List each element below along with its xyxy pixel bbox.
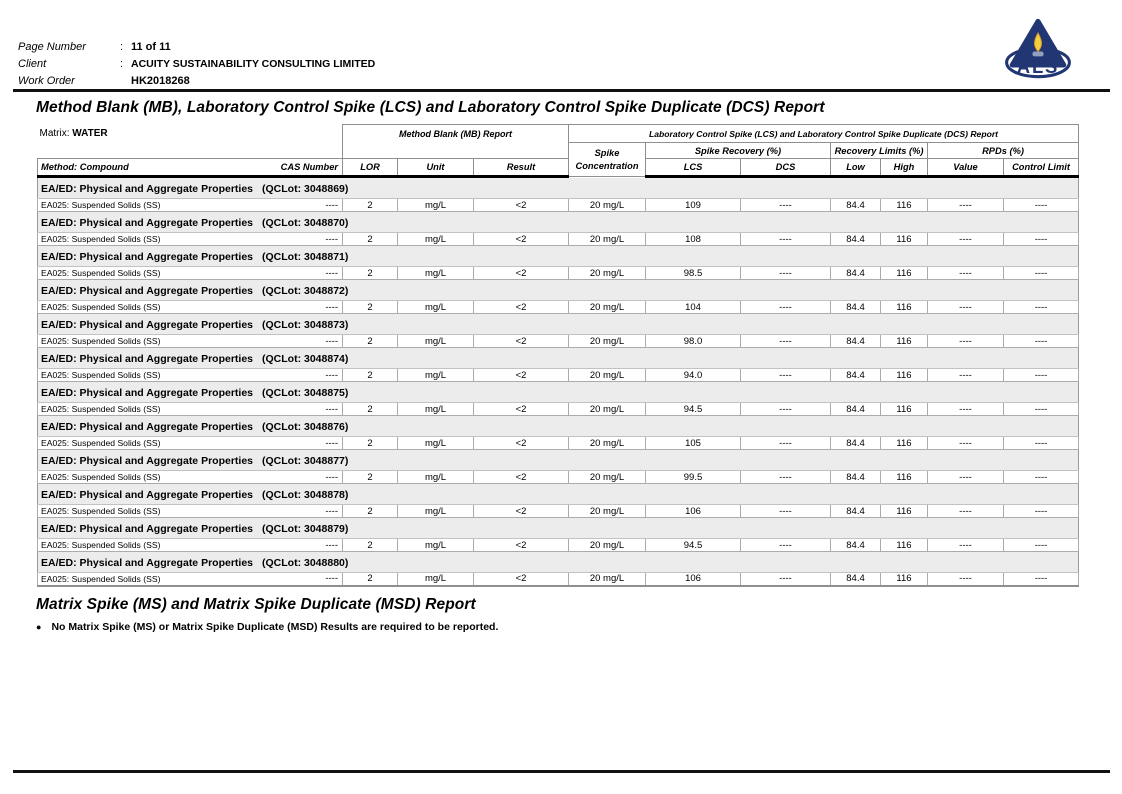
recovery-low-value: 84.4 <box>831 437 881 450</box>
qc-data-row <box>38 199 1079 212</box>
cas-number-value: ---- <box>325 539 338 551</box>
rpd-control-limit-value: ---- <box>1004 301 1079 314</box>
result-value: <2 <box>474 199 569 212</box>
recovery-high-value: 116 <box>881 437 928 450</box>
unit-value: mg/L <box>398 403 474 416</box>
rpd-value: ---- <box>928 539 1004 552</box>
lor-value: 2 <box>343 267 398 280</box>
control-limit-header: Control Limit <box>1004 159 1079 177</box>
qc-data-row <box>38 437 1079 450</box>
result-header: Result <box>474 159 569 177</box>
lcs-value: 106 <box>646 573 741 586</box>
rpds-span-header: RPDs (%) <box>928 143 1079 159</box>
lcs-value: 108 <box>646 233 741 246</box>
qc-group-header-row <box>38 382 1079 403</box>
page-number-row <box>18 38 375 55</box>
recovery-high-value: 116 <box>881 471 928 484</box>
dcs-value: ---- <box>741 199 831 212</box>
compound-cas-header-cell <box>38 159 343 177</box>
compound-name: EA025: Suspended Solids (SS) <box>41 336 161 346</box>
rpd-value: ---- <box>928 369 1004 382</box>
work-order-value: HK2018268 <box>131 74 190 87</box>
rpd-value: ---- <box>928 301 1004 314</box>
page-number-value: 11 of 11 <box>131 40 171 53</box>
rpd-value: ---- <box>928 199 1004 212</box>
compound-name: EA025: Suspended Solids (SS) <box>41 234 161 244</box>
client-colon: : <box>120 57 124 70</box>
compound-name: EA025: Suspended Solids (SS) <box>41 573 161 584</box>
qc-group-header-row <box>38 212 1079 233</box>
recovery-high-value: 116 <box>881 505 928 518</box>
cas-number-value: ---- <box>325 573 338 585</box>
rpd-control-limit-value: ---- <box>1004 369 1079 382</box>
spike-concentration-line1: Spike <box>594 147 620 158</box>
qc-data-row <box>38 573 1079 586</box>
lcs-value: 109 <box>646 199 741 212</box>
qc-table-body <box>38 177 1079 586</box>
recovery-limits-span-header: Recovery Limits (%) <box>831 143 928 159</box>
qc-data-row <box>38 335 1079 348</box>
client-value: ACUITY SUSTAINABILITY CONSULTING LIMITED <box>131 57 376 70</box>
low-header: Low <box>831 159 881 177</box>
result-value: <2 <box>474 301 569 314</box>
qc-group-qclot: (QCLot: 3048873) <box>262 319 349 331</box>
bullet-icon: ● <box>36 622 42 632</box>
dcs-header: DCS <box>741 159 831 177</box>
method-compound-header: Method: Compound <box>41 161 129 172</box>
qc-group-header-cell <box>38 246 1079 267</box>
rpd-value: ---- <box>928 437 1004 450</box>
qc-group-header-row <box>38 518 1079 539</box>
spike-recovery-span-header: Spike Recovery (%) <box>646 143 831 159</box>
matrix-value: WATER <box>72 127 108 139</box>
qc-group-qclot: (QCLot: 3048877) <box>262 455 349 467</box>
cas-number-value: ---- <box>325 437 338 449</box>
spike-concentration-value: 20 mg/L <box>569 471 646 484</box>
recovery-high-value: 116 <box>881 267 928 280</box>
rpd-control-limit-value: ---- <box>1004 573 1079 586</box>
lcs-header: LCS <box>646 159 741 177</box>
recovery-low-value: 84.4 <box>831 233 881 246</box>
logo-text: ALS <box>1016 56 1060 77</box>
unit-value: mg/L <box>398 199 474 212</box>
lcs-value: 94.5 <box>646 403 741 416</box>
qc-group-category: EA/ED: Physical and Aggregate Properties <box>41 217 254 229</box>
qc-group-qclot: (QCLot: 3048870) <box>262 217 349 229</box>
cas-number-value: ---- <box>325 403 338 415</box>
spike-concentration-header <box>569 143 646 177</box>
qc-group-header-cell <box>38 382 1079 403</box>
compound-cell <box>38 301 343 314</box>
als-logo-graphic <box>998 10 1078 88</box>
dcs-value: ---- <box>741 437 831 450</box>
compound-name: EA025: Suspended Solids (SS) <box>41 506 161 516</box>
unit-header: Unit <box>398 159 474 177</box>
recovery-high-value: 116 <box>881 539 928 552</box>
spike-concentration-value: 20 mg/L <box>569 267 646 280</box>
result-value: <2 <box>474 267 569 280</box>
qc-group-header-cell <box>38 416 1079 437</box>
compound-cell <box>38 437 343 450</box>
cas-number-value: ---- <box>325 199 338 211</box>
rpd-value: ---- <box>928 505 1004 518</box>
result-value: <2 <box>474 539 569 552</box>
rpd-control-limit-value: ---- <box>1004 199 1079 212</box>
qc-group-qclot: (QCLot: 3048869) <box>262 183 349 195</box>
lor-header: LOR <box>343 159 398 177</box>
compound-cell <box>38 573 343 586</box>
compound-cell <box>38 505 343 518</box>
unit-value: mg/L <box>398 471 474 484</box>
rpd-value: ---- <box>928 233 1004 246</box>
qc-report-table <box>37 124 1079 587</box>
spike-concentration-value: 20 mg/L <box>569 301 646 314</box>
lcs-value: 106 <box>646 505 741 518</box>
qc-data-row <box>38 233 1079 246</box>
qc-group-header-row <box>38 280 1079 301</box>
spike-concentration-value: 20 mg/L <box>569 505 646 518</box>
rpd-control-limit-value: ---- <box>1004 539 1079 552</box>
recovery-low-value: 84.4 <box>831 301 881 314</box>
unit-value: mg/L <box>398 505 474 518</box>
recovery-low-value: 84.4 <box>831 505 881 518</box>
qc-group-qclot: (QCLot: 3048876) <box>262 421 349 433</box>
spike-concentration-value: 20 mg/L <box>569 539 646 552</box>
qc-data-row <box>38 267 1079 280</box>
qc-group-header-row <box>38 314 1079 335</box>
dcs-value: ---- <box>741 233 831 246</box>
spike-concentration-value: 20 mg/L <box>569 233 646 246</box>
qc-data-row <box>38 539 1079 552</box>
qc-group-header-row <box>38 484 1079 505</box>
recovery-high-value: 116 <box>881 573 928 586</box>
qc-group-header-row <box>38 416 1079 437</box>
lcs-value: 98.0 <box>646 335 741 348</box>
qc-group-header-row <box>38 552 1079 573</box>
qc-group-header-row <box>38 246 1079 267</box>
qc-group-header-cell <box>38 484 1079 505</box>
qc-group-category: EA/ED: Physical and Aggregate Properties <box>41 455 254 467</box>
page-header-fields <box>18 38 375 89</box>
recovery-high-value: 116 <box>881 335 928 348</box>
rpd-value: ---- <box>928 335 1004 348</box>
dcs-value: ---- <box>741 539 831 552</box>
qc-group-header-cell <box>38 212 1079 233</box>
qc-group-category: EA/ED: Physical and Aggregate Properties <box>41 285 254 297</box>
mb-report-span-header: Method Blank (MB) Report <box>343 125 569 159</box>
rpd-value: ---- <box>928 471 1004 484</box>
qc-group-header-cell <box>38 518 1079 539</box>
qc-group-header-row <box>38 177 1079 199</box>
rpd-control-limit-value: ---- <box>1004 403 1079 416</box>
rpd-control-limit-value: ---- <box>1004 437 1079 450</box>
cas-number-value: ---- <box>325 233 338 245</box>
client-row <box>18 55 375 72</box>
rpd-value-header: Value <box>928 159 1004 177</box>
result-value: <2 <box>474 335 569 348</box>
result-value: <2 <box>474 437 569 450</box>
top-divider-rule <box>13 89 1110 92</box>
qc-data-row <box>38 369 1079 382</box>
compound-cell <box>38 335 343 348</box>
qc-group-category: EA/ED: Physical and Aggregate Properties <box>41 353 254 365</box>
spike-concentration-value: 20 mg/L <box>569 335 646 348</box>
rpd-value: ---- <box>928 403 1004 416</box>
qc-data-row <box>38 301 1079 314</box>
qc-group-category: EA/ED: Physical and Aggregate Properties <box>41 523 254 535</box>
qc-group-qclot: (QCLot: 3048878) <box>262 489 349 501</box>
compound-cell <box>38 233 343 246</box>
cas-number-value: ---- <box>325 267 338 279</box>
qc-group-header-row <box>38 348 1079 369</box>
qc-group-header-row <box>38 450 1079 471</box>
spike-concentration-value: 20 mg/L <box>569 437 646 450</box>
dcs-value: ---- <box>741 471 831 484</box>
spike-concentration-value: 20 mg/L <box>569 403 646 416</box>
qc-group-header-cell <box>38 348 1079 369</box>
recovery-low-value: 84.4 <box>831 369 881 382</box>
recovery-high-value: 116 <box>881 403 928 416</box>
compound-name: EA025: Suspended Solids (SS) <box>41 438 161 448</box>
recovery-low-value: 84.4 <box>831 199 881 212</box>
result-value: <2 <box>474 471 569 484</box>
qc-group-category: EA/ED: Physical and Aggregate Properties <box>41 421 254 433</box>
qc-group-category: EA/ED: Physical and Aggregate Properties <box>41 251 254 263</box>
compound-name: EA025: Suspended Solids (SS) <box>41 268 161 278</box>
dcs-value: ---- <box>741 335 831 348</box>
rpd-value: ---- <box>928 573 1004 586</box>
qc-group-header-cell <box>38 177 1079 199</box>
ms-msd-section-title: Matrix Spike (MS) and Matrix Spike Duplicate (MSD) Report <box>36 596 476 613</box>
result-value: <2 <box>474 403 569 416</box>
qc-group-category: EA/ED: Physical and Aggregate Properties <box>41 489 254 501</box>
cas-number-value: ---- <box>325 471 338 483</box>
qc-group-qclot: (QCLot: 3048871) <box>262 251 349 263</box>
spike-concentration-value: 20 mg/L <box>569 369 646 382</box>
client-label: Client <box>18 57 47 70</box>
rpd-value: ---- <box>928 267 1004 280</box>
recovery-low-value: 84.4 <box>831 471 881 484</box>
cas-number-value: ---- <box>325 369 338 381</box>
cas-number-value: ---- <box>325 301 338 313</box>
spike-concentration-line2: Concentration <box>575 160 639 171</box>
qc-group-category: EA/ED: Physical and Aggregate Properties <box>41 319 254 331</box>
recovery-low-value: 84.4 <box>831 267 881 280</box>
unit-value: mg/L <box>398 369 474 382</box>
result-value: <2 <box>474 233 569 246</box>
lor-value: 2 <box>343 369 398 382</box>
rpd-control-limit-value: ---- <box>1004 233 1079 246</box>
qc-group-qclot: (QCLot: 3048872) <box>262 285 349 297</box>
high-header: High <box>881 159 928 177</box>
result-value: <2 <box>474 369 569 382</box>
recovery-high-value: 116 <box>881 199 928 212</box>
matrix-label: Matrix: <box>39 127 70 139</box>
qc-group-header-cell <box>38 552 1079 573</box>
lor-value: 2 <box>343 471 398 484</box>
result-value: <2 <box>474 505 569 518</box>
dcs-value: ---- <box>741 573 831 586</box>
lcs-value: 104 <box>646 301 741 314</box>
page-number-colon: : <box>120 40 124 53</box>
qc-group-header-cell <box>38 450 1079 471</box>
recovery-low-value: 84.4 <box>831 573 881 586</box>
dcs-value: ---- <box>741 301 831 314</box>
compound-cell <box>38 539 343 552</box>
dcs-value: ---- <box>741 505 831 518</box>
qc-group-header-cell <box>38 314 1079 335</box>
qc-group-category: EA/ED: Physical and Aggregate Properties <box>41 557 254 569</box>
rpd-control-limit-value: ---- <box>1004 335 1079 348</box>
lor-value: 2 <box>343 301 398 314</box>
qc-group-qclot: (QCLot: 3048879) <box>262 523 349 535</box>
unit-value: mg/L <box>398 233 474 246</box>
lor-value: 2 <box>343 573 398 586</box>
compound-cell <box>38 369 343 382</box>
lor-value: 2 <box>343 233 398 246</box>
dcs-value: ---- <box>741 403 831 416</box>
lcs-value: 94.0 <box>646 369 741 382</box>
compound-name: EA025: Suspended Solids (SS) <box>41 404 161 414</box>
qc-group-category: EA/ED: Physical and Aggregate Properties <box>41 387 254 399</box>
spike-concentration-value: 20 mg/L <box>569 199 646 212</box>
bottom-divider-rule <box>13 770 1110 773</box>
lcs-value: 105 <box>646 437 741 450</box>
lor-value: 2 <box>343 335 398 348</box>
compound-cell <box>38 403 343 416</box>
compound-name: EA025: Suspended Solids (SS) <box>41 472 161 482</box>
unit-value: mg/L <box>398 267 474 280</box>
lcs-dcs-span-header: Laboratory Control Spike (LCS) and Laboratory Control Spike Duplicate (DCS) Report <box>569 125 1079 143</box>
work-order-label: Work Order <box>18 74 75 87</box>
recovery-high-value: 116 <box>881 301 928 314</box>
rpd-control-limit-value: ---- <box>1004 471 1079 484</box>
unit-value: mg/L <box>398 573 474 586</box>
unit-value: mg/L <box>398 335 474 348</box>
cas-number-value: ---- <box>325 505 338 517</box>
compound-name: EA025: Suspended Solids (SS) <box>41 200 161 210</box>
qc-group-header-cell <box>38 280 1079 301</box>
lcs-value: 99.5 <box>646 471 741 484</box>
spike-concentration-value: 20 mg/L <box>569 573 646 586</box>
compound-name: EA025: Suspended Solids (SS) <box>41 302 161 312</box>
lcs-value: 98.5 <box>646 267 741 280</box>
als-logo <box>998 10 1078 88</box>
work-order-row <box>18 72 375 89</box>
compound-cell <box>38 199 343 212</box>
recovery-low-value: 84.4 <box>831 539 881 552</box>
qc-group-qclot: (QCLot: 3048874) <box>262 353 349 365</box>
result-value: <2 <box>474 573 569 586</box>
lor-value: 2 <box>343 437 398 450</box>
ms-msd-note <box>36 621 498 633</box>
cas-number-header: CAS Number <box>280 161 338 172</box>
dcs-value: ---- <box>741 267 831 280</box>
ms-msd-note-text: No Matrix Spike (MS) or Matrix Spike Duplicate (MSD) Results are required to be reported. <box>51 621 499 633</box>
dcs-value: ---- <box>741 369 831 382</box>
recovery-high-value: 116 <box>881 369 928 382</box>
compound-cell <box>38 267 343 280</box>
lor-value: 2 <box>343 199 398 212</box>
page-number-label: Page Number <box>18 40 86 53</box>
compound-cell <box>38 471 343 484</box>
cas-number-value: ---- <box>325 335 338 347</box>
recovery-low-value: 84.4 <box>831 335 881 348</box>
matrix-line <box>38 125 343 139</box>
compound-name: EA025: Suspended Solids (SS) <box>41 370 161 380</box>
lcs-value: 94.5 <box>646 539 741 552</box>
unit-value: mg/L <box>398 539 474 552</box>
qc-data-row <box>38 505 1079 518</box>
unit-value: mg/L <box>398 437 474 450</box>
lor-value: 2 <box>343 505 398 518</box>
qc-data-row <box>38 403 1079 416</box>
rpd-control-limit-value: ---- <box>1004 267 1079 280</box>
qc-data-row <box>38 471 1079 484</box>
qc-group-category: EA/ED: Physical and Aggregate Properties <box>41 183 254 195</box>
qc-group-qclot: (QCLot: 3048880) <box>262 557 349 569</box>
lor-value: 2 <box>343 403 398 416</box>
recovery-low-value: 84.4 <box>831 403 881 416</box>
compound-name: EA025: Suspended Solids (SS) <box>41 540 161 550</box>
qc-group-qclot: (QCLot: 3048875) <box>262 387 349 399</box>
mb-lcs-section-title: Method Blank (MB), Laboratory Control Spike (LCS) and Laboratory Control Spike Duplicate (DCS) Report <box>36 99 825 116</box>
unit-value: mg/L <box>398 301 474 314</box>
matrix-cell <box>38 125 343 159</box>
lor-value: 2 <box>343 539 398 552</box>
rpd-control-limit-value: ---- <box>1004 505 1079 518</box>
recovery-high-value: 116 <box>881 233 928 246</box>
